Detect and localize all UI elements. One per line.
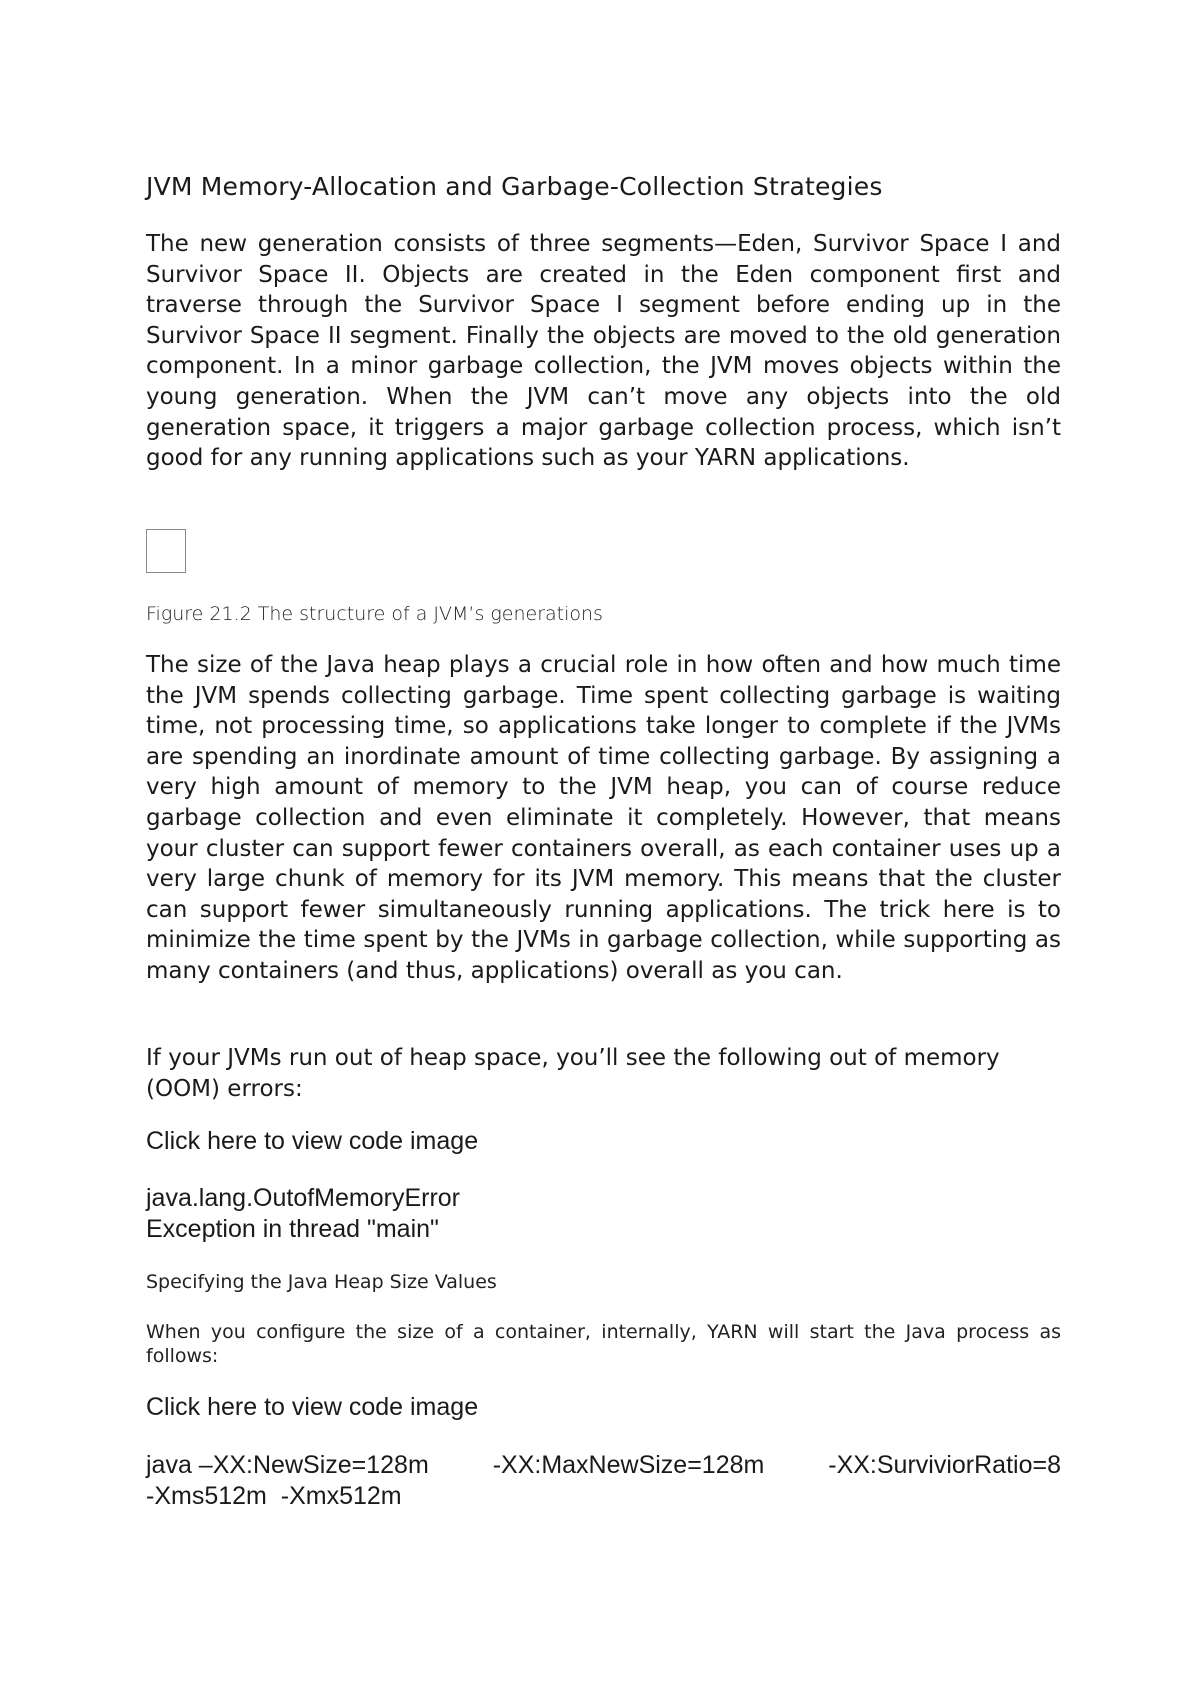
code-line xyxy=(146,1450,1061,1481)
paragraph-container-config: When you configure the size of a container, internally, YARN will start the Java process as follows: xyxy=(146,1321,1061,1367)
code-token: java –XX:NewSize=128m xyxy=(146,1451,429,1479)
figure-image-placeholder xyxy=(146,529,186,573)
paragraph-oom: If your JVMs run out of heap space, you’ll see the following out of memory (OOM) errors: xyxy=(146,1045,1000,1102)
code-line: Exception in thread "main" xyxy=(146,1215,439,1243)
code-token: -XX:SurviviorRatio=8 xyxy=(828,1451,1061,1479)
code-block-oom xyxy=(146,1183,460,1245)
figure-caption: Figure 21.2 The structure of a JVM’s generations xyxy=(146,603,603,625)
paragraph-generations: The new generation consists of three segments—Eden, Survivor Space I and Survivor Space II. Objects are created in the Eden component first and traverse through the Survivor Space I segment before ending up in the Survivor Space II segment. Finally the objects are moved to the old generation component. In a minor garbage collection, the JVM moves objects within the young generation. When the JVM can’t move any objects into the old generation space, it triggers a major garbage collection process, which isn’t good for any running applications such as your YARN applications. xyxy=(146,231,1061,472)
subheading-heap-size: Specifying the Java Heap Size Values xyxy=(146,1271,497,1293)
code-line: java.lang.OutofMemoryError xyxy=(146,1184,461,1212)
section-heading: JVM Memory-Allocation and Garbage-Collection Strategies xyxy=(146,172,883,201)
code-line: -Xms512m -Xmx512m xyxy=(146,1482,402,1510)
view-code-image-link-2[interactable]: Click here to view code image xyxy=(146,1393,479,1421)
code-block-java-options xyxy=(146,1450,1061,1512)
code-token: -XX:MaxNewSize=128m xyxy=(492,1451,765,1479)
view-code-image-link-1[interactable]: Click here to view code image xyxy=(146,1127,479,1155)
paragraph-heap-size: The size of the Java heap plays a crucial role in how often and how much time the JVM spends collecting garbage. Time spent collecting garbage is waiting time, not processing time, so applications take longer to complete if the JVMs are spending an inordinate amount of time collecting garbage. By assigning a very high amount of memory to the JVM heap, you can of course reduce garbage collection and even eliminate it completely. However, that means your cluster can support fewer containers overall, as each container uses up a very large chunk of memory for its JVM memory. This means that the cluster can support fewer simultaneously running applications. The trick here is to minimize the time spent by the JVMs in garbage collection, while supporting as many containers (and thus, applications) overall as you can. xyxy=(146,652,1061,984)
